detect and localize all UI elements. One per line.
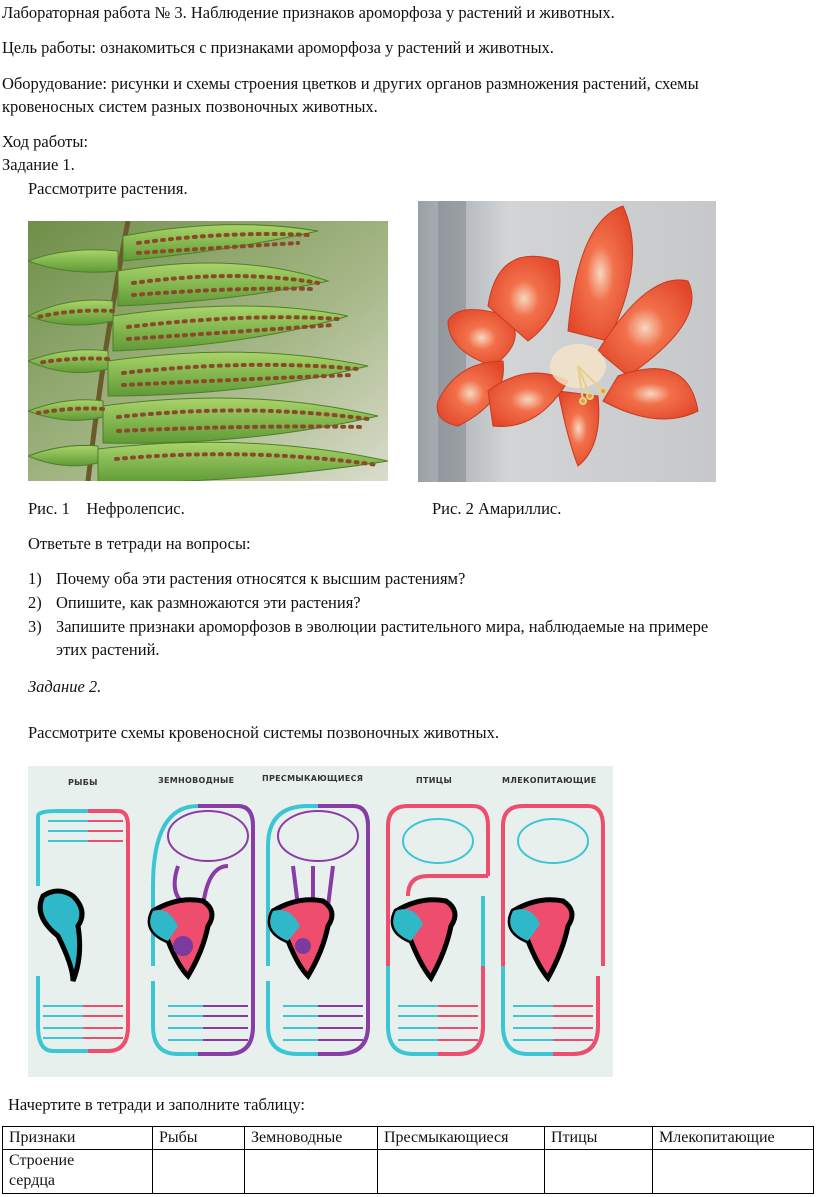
equipment-line-1: Оборудование: рисунки и схемы строения цветков и других органов размножения растений, схемы <box>2 74 699 93</box>
question-text: Почему оба эти растения относятся к высшим растениям? <box>56 569 466 588</box>
task1-instruction: Рассмотрите растения. <box>28 179 188 198</box>
header-cell: Пресмыкающиеся <box>378 1127 545 1150</box>
empty-cell[interactable] <box>153 1150 245 1194</box>
task2-heading: Задание 2. <box>28 677 102 696</box>
task1-heading: Задание 1. <box>2 155 75 174</box>
empty-cell[interactable] <box>545 1150 653 1194</box>
question-1 <box>28 568 465 590</box>
questions-intro: Ответьте в тетради на вопросы: <box>28 534 251 553</box>
label-reptiles: ПРЕСМЫКАЮЩИЕСЯ <box>262 774 364 783</box>
equipment-line-2: кровеносных систем разных позвоночных животных. <box>2 97 378 116</box>
label-mammals: МЛЕКОПИТАЮЩИЕ <box>502 776 597 785</box>
question-2 <box>28 592 361 614</box>
question-3-continuation: этих растений. <box>56 640 160 659</box>
label-fish: РЫБЫ <box>68 778 98 787</box>
fig2-caption: Рис. 2 Амариллис. <box>432 499 562 518</box>
header-cell: Птицы <box>545 1127 653 1150</box>
fig1-caption: Рис. 1 Нефролепсис. <box>28 499 185 518</box>
comparison-table <box>2 1126 814 1194</box>
header-cell: Млекопитающие <box>653 1127 814 1150</box>
amaryllis-image <box>418 201 716 482</box>
header-cell: Признаки <box>3 1127 153 1150</box>
row-label: Строение сердца <box>9 1152 75 1189</box>
table-row <box>3 1150 814 1194</box>
document-title: Лабораторная работа № 3. Наблюдение признаков ароморфоза у растений и животных. <box>2 3 615 22</box>
label-amphibians: ЗЕМНОВОДНЫЕ <box>158 776 235 785</box>
header-cell: Земноводные <box>245 1127 378 1150</box>
question-number: 2) <box>28 593 42 612</box>
circulatory-svg <box>28 766 613 1077</box>
progress-heading: Ход работы: <box>2 132 89 151</box>
goal-text: Цель работы: ознакомиться с признаками ароморфоза у растений и животных. <box>2 38 554 57</box>
label-birds: ПТИЦЫ <box>416 776 453 785</box>
task2-instruction: Рассмотрите схемы кровеносной системы позвоночных животных. <box>28 723 499 742</box>
table-instruction: Начертите в тетради и заполните таблицу: <box>8 1095 305 1114</box>
row-label-cell <box>3 1150 153 1194</box>
question-3 <box>28 616 708 638</box>
question-text: Опишите, как размножаются эти растения? <box>56 593 361 612</box>
table-header-row <box>3 1127 814 1150</box>
question-number: 3) <box>28 617 42 636</box>
fern-image <box>28 221 388 481</box>
question-number: 1) <box>28 569 42 588</box>
empty-cell[interactable] <box>653 1150 814 1194</box>
circulatory-diagram <box>28 766 613 1077</box>
question-text: Запишите признаки ароморфозов в эволюции растительного мира, наблюдаемые на примере <box>56 617 709 636</box>
empty-cell[interactable] <box>245 1150 378 1194</box>
header-cell: Рыбы <box>153 1127 245 1150</box>
empty-cell[interactable] <box>378 1150 545 1194</box>
